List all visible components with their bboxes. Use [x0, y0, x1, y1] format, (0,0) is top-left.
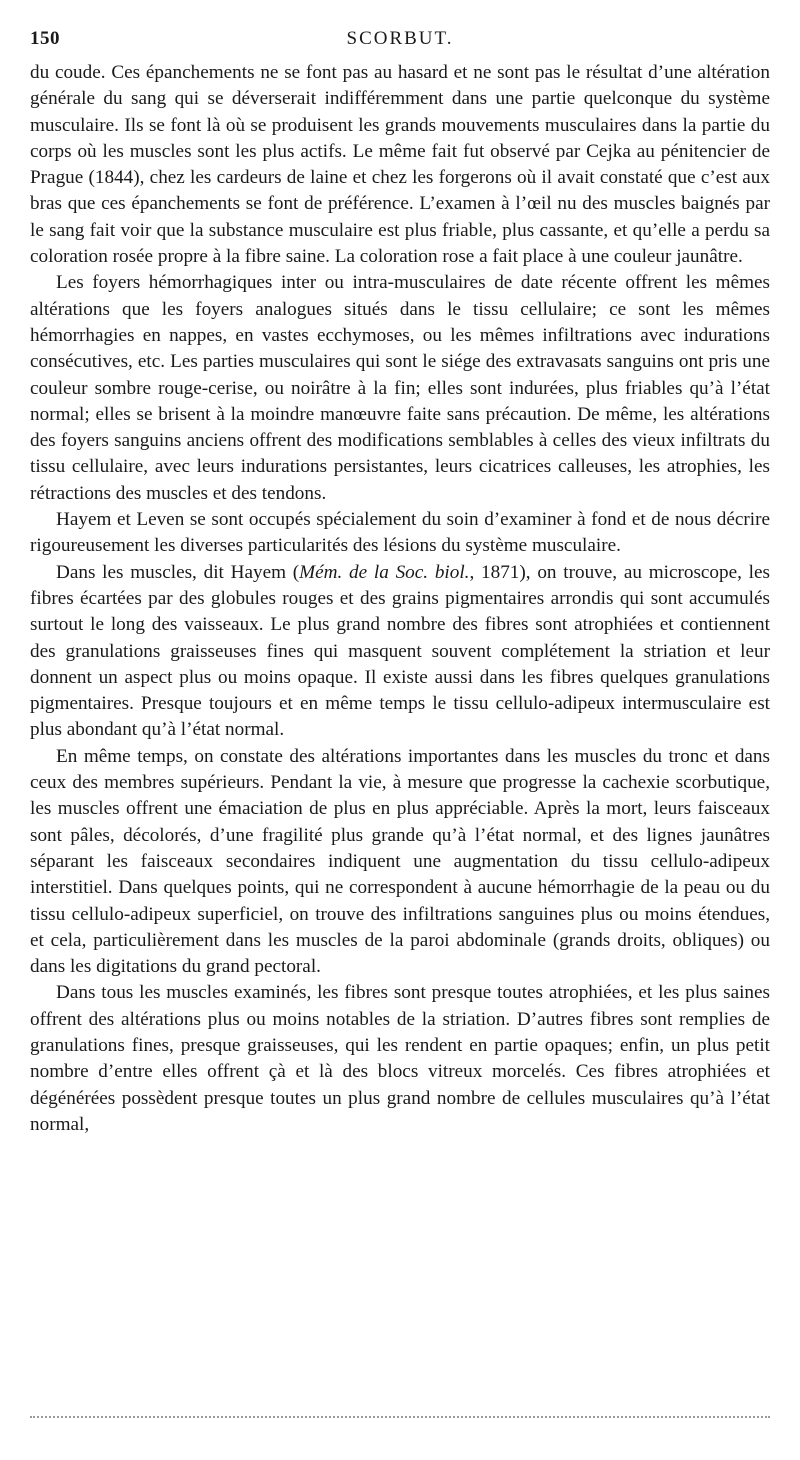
citation-title: Mém. de la Soc. biol.: [299, 561, 470, 583]
running-head: [30, 28, 770, 54]
paragraph-2: Les foyers hémorrhagiques inter ou intra-musculaires de date récente offrent les mêmes altérations que les foyers analogues situés dans le tissu cellulaire; ce sont les mêmes hémorrhagies en nappes, en vastes ecchymoses, ou les mêmes infiltrations avec indurations consécutives, etc. Les parties musculaires qui sont le siége des extravasats sanguins ont pris une couleur sombre rouge-cerise, ou noirâtre à la fin; elles sont indurées, plus friables qu’à l’état normal; elles se brisent à la moindre manœuvre faite sans précaution. De même, les altérations des foyers sanguins anciens offrent des modifications semblables à celles des vieux infiltrats du tissu cellulaire, avec leurs indurations persistantes, leurs cicatrices calleuses, les atrophies, les rétractions des muscles et des tendons.: [30, 272, 770, 504]
body-text: [30, 60, 770, 1138]
paragraph-4-rest: , 1871), on trouve, au microscope, les fibres écartées par des globules rouges et des grains pigmentaires arrondis qui sont accumulés surtout le long des vaisseaux. Le plus grand nombre des fibres sont atrophiées et contiennent des granulations graisseuses fines qui masquent souvent complétement la striation et leur donnent un aspect plus ou moins opaque. Il existe aussi dans les fibres quelques granulations pigmentaires. Presque toujours et en même temps le tissu cellulo-adipeux intermusculaire est plus abondant qu’à l’état normal.: [30, 561, 770, 741]
paragraph-1: du coude. Ces épanchements ne se font pas au hasard et ne sont pas le résultat d’une altération générale du sang qui se déverserait indifféremment dans une partie quelconque du système musculaire. Ils se font là où se produisent les grands mouvements musculaires dans la partie du corps où les muscles sont les plus actifs. Le même fait fut observé par Cejka au pénitencier de Prague (1844), chez les cardeurs de laine et chez les forgerons où il avait constaté que c’est aux bras que ces épanchements se font de préférence. L’examen à l’œil nu des muscles baignés par le sang fait voir que la substance musculaire est plus friable, plus cassante, et qu’elle a perdu sa coloration rosée propre à la fibre saine. La coloration rose a fait place à une couleur jaunâtre.: [30, 62, 770, 268]
paragraph-3: Hayem et Leven se sont occupés spécialement du soin d’examiner à fond et de nous décrire rigoureusement les diverses particularités des lésions du système musculaire.: [30, 509, 770, 557]
running-title: SCORBUT.: [346, 28, 454, 49]
book-page: [30, 28, 770, 1138]
paragraph-5: En même temps, on constate des altérations importantes dans les muscles du tronc et dans ceux des membres supérieurs. Pendant la vie, à mesure que progresse la cachexie scorbutique, les muscles offrent une émaciation de plus en plus appréciable. Après la mort, leurs faisceaux sont pâles, décolorés, d’une fragilité plus grande qu’à l’état normal, et des lignes jaunâtres séparant les faisceaux secondaires indiquent une augmentation du tissu cellulo-adipeux interstitiel. Dans quelques points, qui ne correspondent à aucune hémorrhagie de la peau ou du tissu cellulo-adipeux superficiel, on trouve des infiltrations sanguines plus ou moins étendues, et cela, particulièrement dans les muscles de la paroi abdominale (grands droits, obliques) ou dans les digitations du grand pectoral.: [30, 745, 770, 978]
paragraph-6: Dans tous les muscles examinés, les fibres sont presque toutes atrophiées, et les plus saines offrent des altérations plus ou moins notables de la striation. D’autres fibres sont remplies de granulations fines, presque graisseuses, qui les rendent en partie opaques; enfin, un plus petit nombre d’entre elles offrent çà et là des blocs vitreux morcelés. Ces fibres atrophiées et dégénérées possèdent presque toutes un plus grand nombre de cellules musculaires qu’à l’état normal,: [30, 982, 770, 1135]
paragraph-4: [30, 560, 770, 744]
footer-dotted-rule: [30, 1416, 770, 1422]
paragraph-4-lead: Dans les muscles, dit Hayem (: [56, 561, 300, 583]
page-number: 150: [30, 28, 60, 49]
